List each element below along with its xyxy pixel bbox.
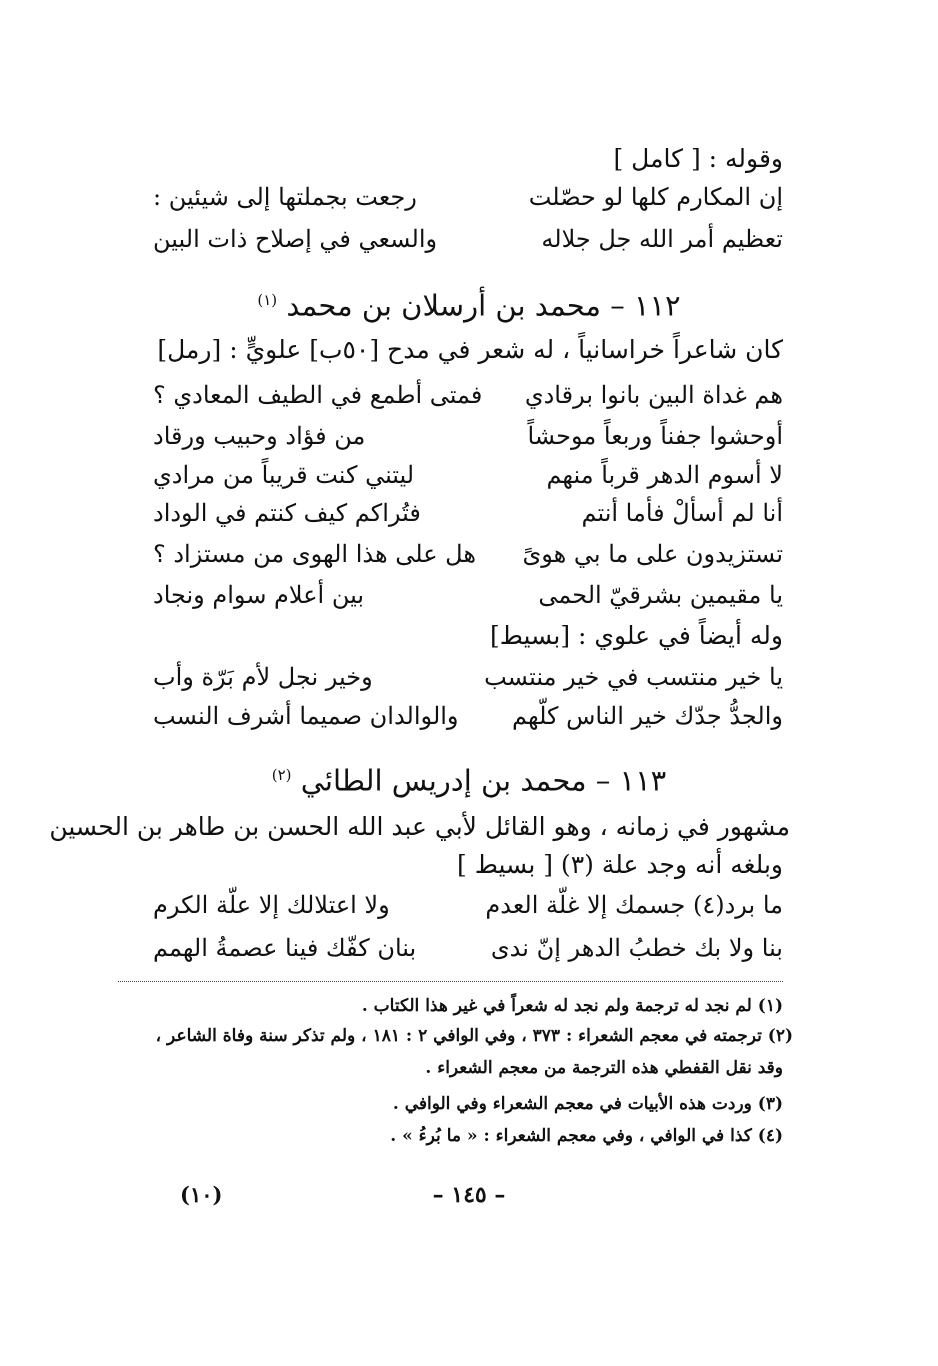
- verse-line: [153, 419, 783, 453]
- verse-second-hemistich: ولا اعتلالك إلا علّة الكرم: [153, 891, 390, 919]
- footnote-divider: [118, 981, 783, 982]
- verse-first-hemistich: يا خير منتسب في خير منتسب: [484, 663, 783, 691]
- verse-second-hemistich: والوالدان صميما أشرف النسب: [153, 702, 459, 730]
- footnote: (٣) وردت هذه الأبيات في معجم الشعراء وفي الوافي .: [392, 1094, 783, 1114]
- entry-intro: مشهور في زمانه ، وهو القائل لأبي عبد الله الحسن بن طاهر بن الحسين: [49, 812, 790, 841]
- verse-first-hemistich: أنا لم أسألْ فأما أنتم: [581, 499, 783, 527]
- entry-intro: كان شاعراً خراسانياً ، له شعر في مدح [٥٠ب] علويٍّ : [رمل]: [157, 335, 783, 364]
- verse-first-hemistich: لا أسوم الدهر قرباً منهم: [546, 461, 783, 489]
- verse-first-hemistich: هم غداة البين بانوا برقادي: [524, 381, 783, 409]
- poem-intro: وله أيضاً في علوي : [بسيط]: [490, 621, 783, 650]
- footnote: وقد نقل القفطي هذه الترجمة من معجم الشعراء .: [425, 1058, 783, 1078]
- entry-heading: [0, 755, 938, 801]
- verse-first-hemistich: تستزيدون على ما بي هوىً: [522, 540, 783, 568]
- verse-second-hemistich: والسعي في إصلاح ذات البين: [153, 225, 438, 253]
- entry-intro: وبلغه أنه وجد علة (٣) [ بسيط ]: [457, 850, 783, 879]
- entry-heading-text: ١١٣ – محمد بن إدريس الطائي: [300, 763, 667, 798]
- verse-second-hemistich: وخير نجل لأم بَرّة وأب: [153, 663, 373, 691]
- page-number: – ١٤٥ –: [432, 1182, 506, 1208]
- verse-line: [153, 180, 783, 214]
- verse-line: [153, 222, 783, 256]
- signature-mark: (١٠): [180, 1182, 223, 1207]
- verse-line: [153, 378, 783, 412]
- verse-second-hemistich: فمتى أطمع في الطيف المعادي ؟: [153, 381, 483, 409]
- entry-heading-text: ١١٢ – محمد بن أرسلان بن محمد: [286, 288, 681, 323]
- verse-first-hemistich: ما برد(٤) جسمك إلا غلّة العدم: [485, 891, 783, 919]
- verse-first-hemistich: والجدُّ جدّك خير الناس كلّهم: [512, 702, 783, 730]
- verse-line: [153, 660, 783, 694]
- footnote-ref: (١): [257, 291, 278, 309]
- verse-line: [153, 496, 783, 530]
- verse-second-hemistich: بين أعلام سوام ونجاد: [153, 581, 365, 609]
- entry-heading: [0, 280, 938, 326]
- verse-line: [153, 888, 783, 922]
- footnote: (٢) ترجمته في معجم الشعراء : ٣٧٣ ، وفي الوافي ٢ : ١٨١ ، ولم تذكر سنة وفاة الشاعر ،: [155, 1026, 793, 1046]
- verse-second-hemistich: بنان كفّك فينا عصمةُ الهمم: [153, 934, 417, 962]
- verse-first-hemistich: أوحشوا جفناً وربعاً موحشاً: [527, 422, 783, 450]
- verse-line: [153, 578, 783, 612]
- verse-first-hemistich: يا مقيمين بشرقيّ الحمى: [538, 581, 783, 609]
- verse-second-hemistich: ليتني كنت قريباً من مرادي: [153, 461, 415, 489]
- footnote: (١) لم نجد له ترجمة ولم نجد له شعراً في غير هذا الكتاب .: [361, 996, 783, 1016]
- verse-first-hemistich: إن المكارم كلها لو حصّلت: [528, 183, 783, 211]
- verse-line: [153, 537, 783, 571]
- verse-second-hemistich: من فؤاد وحبيب ورقاد: [153, 422, 366, 450]
- footnote: (٤) كذا في الوافي ، وفي معجم الشعراء : « ما بُرءُ » .: [390, 1126, 783, 1146]
- footnote-ref: (٢): [271, 766, 292, 784]
- verse-first-hemistich: بنا ولا بك خطبُ الدهر إنّ ندى: [490, 934, 783, 962]
- verse-line: [153, 931, 783, 965]
- poem-intro: وقوله : [ كامل ]: [613, 144, 783, 173]
- verse-line: [153, 699, 783, 733]
- verse-first-hemistich: تعظيم أمر الله جل جلاله: [541, 225, 783, 253]
- verse-line: [153, 458, 783, 492]
- verse-second-hemistich: رجعت بجملتها إلى شيئين :: [153, 183, 417, 211]
- verse-second-hemistich: هل على هذا الهوى من مستزاد ؟: [153, 540, 476, 568]
- verse-second-hemistich: فتُراكم كيف كنتم في الوداد: [153, 499, 421, 527]
